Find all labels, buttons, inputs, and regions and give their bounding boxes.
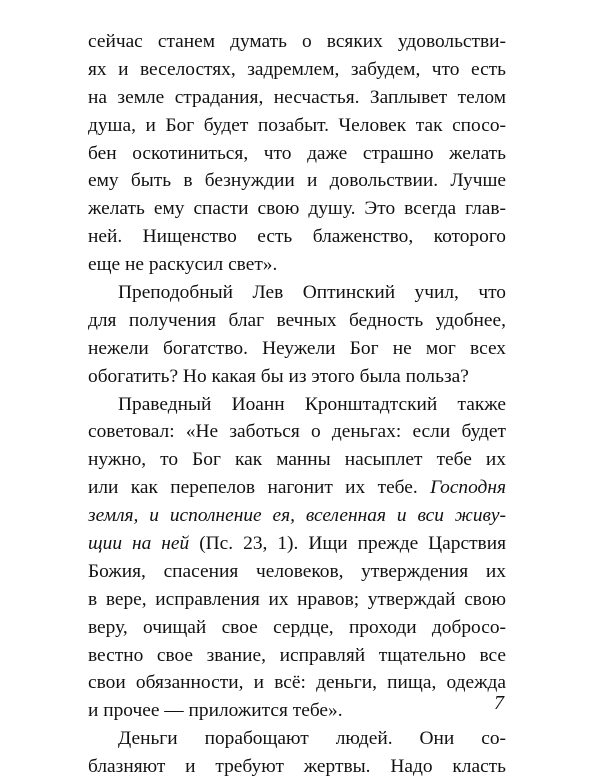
text-line: сейчас станем думать о всяких удовольстви- (88, 31, 506, 52)
text-line: блазняют и требуют жертвы. Надо класть (88, 756, 506, 778)
text-line: душа, и Бог будет позабыт. Человек так спосо- (88, 114, 506, 136)
paragraph-first-line: Преподобный Лев Оптинский учил, что (118, 282, 506, 304)
text-run: (Пс. 23, 1). Ищи прежде Царствия (189, 533, 506, 555)
text-line: нужно, то Бог как манны насыплет тебе их (88, 449, 506, 471)
paragraph-first-line: Деньги порабощают людей. Они со- (118, 728, 506, 750)
paragraph-end-line: и прочее — приложится тебе». (88, 700, 343, 722)
paragraph-end-line: еще не раскусил свет». (88, 254, 278, 276)
text-line: для получения благ вечных бедность удобнее, (88, 309, 506, 331)
text-line: в вере, исправления их нравов; утверждай свою (88, 588, 506, 610)
text-line: Божия, спасения человеков, утверждения их (88, 560, 506, 582)
text-line (88, 530, 506, 558)
text-line: желать ему спасти свою душу. Это всегда глав- (88, 198, 506, 220)
text-line (88, 474, 506, 502)
paragraph-first-line: Праведный Иоанн Кронштадтский также (118, 393, 506, 415)
paragraph-end-line: обогатить? Но какая бы из этого была польза? (88, 365, 469, 387)
italic-quote: щии на ней (88, 533, 190, 555)
text-line: советовал: «Не заботься о деньгах: если будет (88, 421, 506, 443)
text-line: ней. Нищенство есть блаженство, которого (88, 226, 506, 248)
text-run: или как перепелов нагонит их тебе. (88, 477, 431, 499)
text-line (88, 502, 506, 530)
text-line: на земле страдания, несчастья. Заплывет телом (88, 86, 506, 108)
book-page (88, 28, 506, 781)
text-line: вестно свое звание, исправляй тщательно все (88, 644, 506, 666)
text-line: ему быть в безнуждии и довольствии. Лучше (88, 170, 506, 192)
page-number: 7 (494, 692, 504, 714)
text-line: ях и веселостях, задремлем, забудем, что есть (88, 58, 506, 80)
text-line: бен оскотиниться, что даже страшно желать (88, 142, 506, 164)
italic-quote: земля, и исполнение ея, вселенная и вси живу- (88, 505, 506, 527)
text-line: нежели богатство. Неужели Бог не мог всех (88, 337, 506, 359)
italic-quote: Господня (430, 477, 506, 499)
text-line: веру, очищай свое сердце, проходи добросо- (88, 616, 506, 638)
text-line: свои обязанности, и всё: деньги, пища, одежда (88, 672, 506, 694)
